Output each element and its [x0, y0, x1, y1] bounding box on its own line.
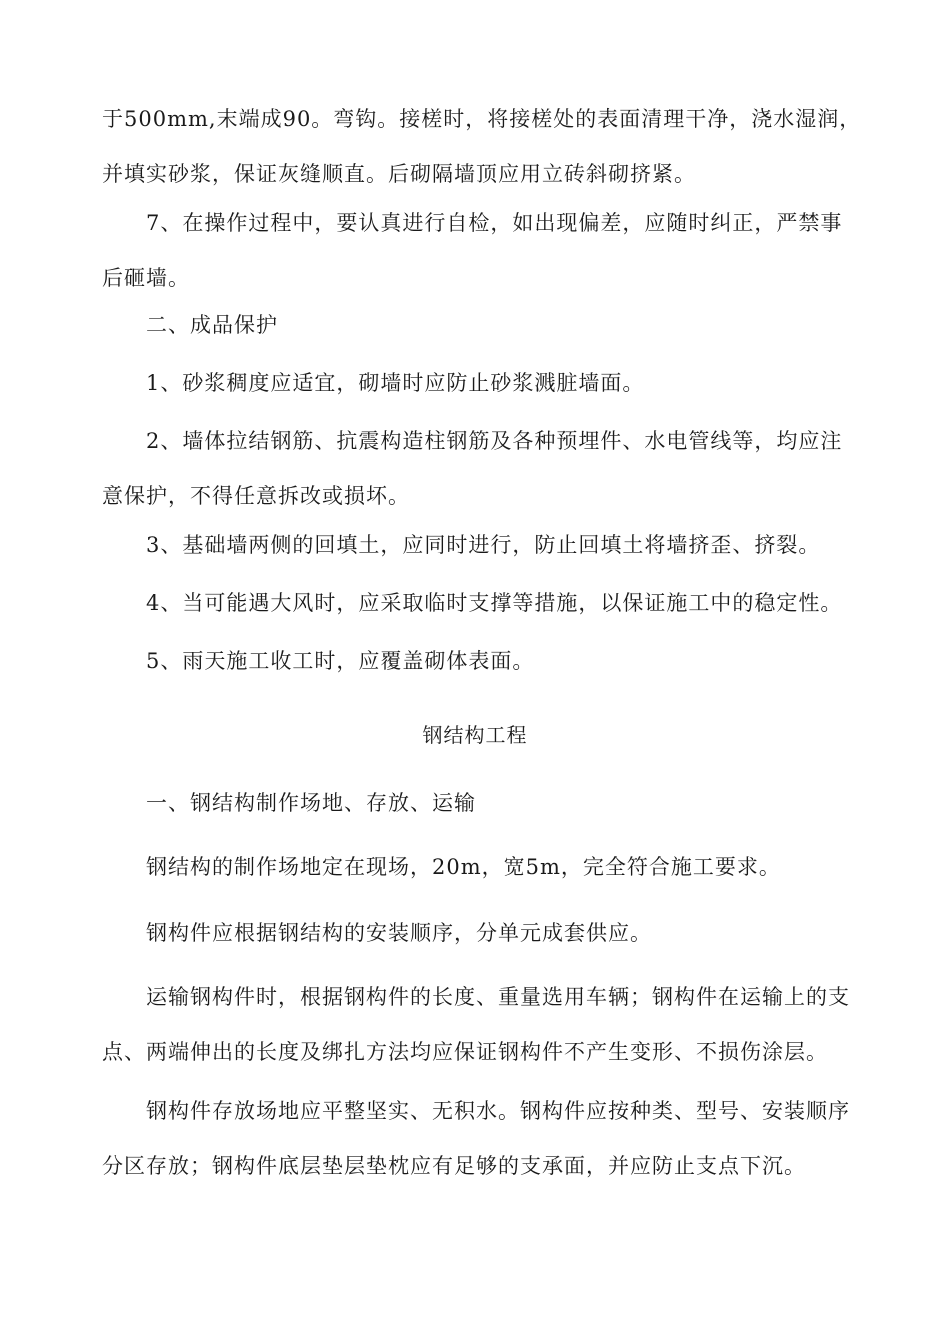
paragraph-protection-5: 5、雨天施工收工时，应覆盖砌体表面。	[146, 649, 535, 673]
paragraph-protection-3: 3、基础墙两侧的回填土，应同时进行，防止回填土将墙挤歪、挤裂。	[146, 533, 821, 557]
paragraph-protection-2: 2、墙体拉结钢筋、抗震构造柱钢筋及各种预埋件、水电管线等，均应注意保护，不得任意拆改或损坏。	[102, 429, 843, 508]
steel-paragraph-supply: 钢构件应根据钢结构的安装顺序，分单元成套供应。	[146, 921, 652, 945]
steel-paragraph-storage: 钢构件存放场地应平整坚实、无积水。钢构件应按种类、型号、安装顺序分区存放；钢构件底层垫层垫枕应有足够的支承面，并应防止支点下沉。	[102, 1099, 850, 1178]
steel-heading-1: 一、钢结构制作场地、存放、运输	[146, 791, 476, 815]
paragraph-protection-1: 1、砂浆稠度应适宜，砌墙时应防止砂浆溅脏墙面。	[146, 371, 645, 395]
paragraph-continuation: 于500mm,末端成90。弯钩。接槎时，将接槎处的表面清理干净，浇水湿润，并填实砂浆，保证灰缝顺直。后砌隔墙顶应用立砖斜砌挤紧。	[102, 107, 862, 186]
paragraph-protection-4: 4、当可能遇大风时，应采取临时支撑等措施，以保证施工中的稳定性。	[146, 591, 843, 615]
steel-paragraph-transport: 运输钢构件时，根据钢构件的长度、重量选用车辆；钢构件在运输上的支点、两端伸出的长度及绑扎方法均应保证钢构件不产生变形、不损伤涂层。	[102, 985, 850, 1064]
section-heading-finished-product-protection: 二、成品保护	[146, 313, 278, 337]
paragraph-item-7: 7、在操作过程中，要认真进行自检，如出现偏差，应随时纠正，严禁事后砸墙。	[102, 211, 843, 290]
steel-paragraph-site: 钢结构的制作场地定在现场，20m，宽5m，完全符合施工要求。	[146, 855, 781, 879]
section-title-steel-structure: 钢结构工程	[422, 723, 528, 747]
